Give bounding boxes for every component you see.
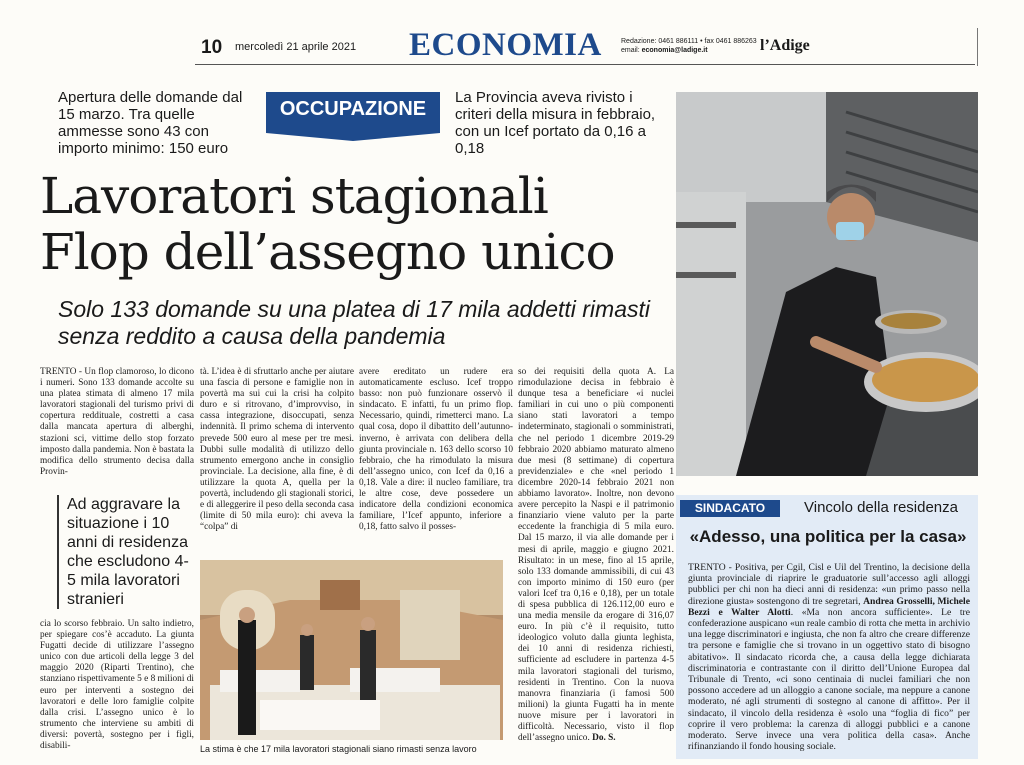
sidebar-tag: SINDACATO — [680, 500, 780, 517]
article-column-1-top: TRENTO - Un flop clamoroso, lo dicono i numeri. Sono 133 domande accolte su una platea stimata di almeno 17 mila lavoratori stagionali del turismo privi di copertura reddituale, costretti a casa dalla mancata apertura di alberghi, stazioni sci, vittime dello stop forzato imposto dalla pandemia. Non è bastata la modifica dello strumento decisa dalla Provin- — [40, 367, 194, 477]
chef-photo — [676, 92, 978, 476]
article-column-1-bottom: cia lo scorso febbraio. Un salto indietro, per spiegare cos’è accaduto. La giunta Fugatti decide di utilizzare l’assegno unico con due articoli della legge 3 del maggio 2020 (Riparti Trentino), che stanziano rispettivamente 5 e 8 milioni di euro per interventi a sostegno dei lavoratori e delle loro famiglie colpite dalla crisi. L’assegno unico è lo strumento che interviene su ambiti di diversi: povertà, sostegno per i figli, disabili- — [40, 619, 194, 752]
topic-tag — [266, 92, 440, 142]
topic-tag-label: OCCUPAZIONE — [279, 98, 427, 120]
sidebar-kicker: Vincolo della residenza — [804, 499, 958, 516]
section-title: ECONOMIA — [409, 27, 602, 63]
contact-email-label: email: — [621, 47, 642, 54]
header-rule — [195, 64, 975, 65]
contact-info — [621, 37, 757, 55]
headline-line-1: Lavoratori stagionali — [40, 167, 548, 225]
article-column-2: tà. L’idea è di sfruttarlo anche per aiutare una fascia di persone e famiglie non in povertà ma sui cui la crisi ha colpito duro e si ritrovano, d’improvviso, in cassa integrazione, disoccupati, senza indennità. Il primo schema di intervento prevede 500 euro al mese per tre mesi. Dubbi sulle modalità di utilizzo dello strumento emergono anche in consiglio provinciale. La decisione, alla fine, è di utilizzare la quota A, quella per la povertà, includendo gli stagionali storici, e di alleggerire il peso della seconda casa (limite di 50 mila euro): chi aveva la “colpa” di — [200, 367, 354, 533]
newspaper-name: l’Adige — [760, 37, 810, 54]
sidebar-body-intro: TRENTO - Positiva, per Cgil, Cisl e Uil del Trentino, la decisione della giunta provinciale di riaprire le graduatorie sull’accesso agli alloggi pubblici per chi non ha dieci anni di residenza: «un primo passo nella direzione giusta» sostengono di tre segretari, — [688, 562, 970, 607]
photo-caption: La stima è che 17 mila lavoratori stagionali siano rimasti senza lavoro — [200, 744, 477, 754]
contact-phone: Redazione: 0461 886111 • fax 0461 886263 — [621, 38, 757, 45]
kicker-left: Apertura delle domande dal 15 marzo. Tra quelle ammesse sono 43 con importo minimo: 150 euro — [58, 89, 243, 157]
headline — [40, 168, 670, 280]
article-column-3: avere ereditato un rudere era automaticamente escluso. Icef troppo basso: non può funzionare osservò il sindacato. E infatti, fu un primo flop. Necessario, quindi, rimetterci mano. La qual cosa, dopo il dibattito dell’autunno-inverno, è arrivata con delibera della giunta provinciale n. 163 dello scorso 10 febbraio, che ha rimodulato la misura dell’assegno unico, con Icef da 0,16 a 0,18. Vale a dire: il nucleo familiare, tra le altre cose, deve possedere un indicatore della condizioni economica familiare, l’Icef appunto, inferiore a 0,18, fatto salvo il posses- — [359, 367, 513, 533]
sidebar-body-rest: . «Ma non ancora sufficiente». Le tre confederazione auspicano «un reale cambio di rotta che metta in archivio una legge discriminatori e ingiusta, che non fa altro che creare differenze tra persone e famiglie che si trovano in un oggettivo stato di bisogno abitativo». Il sindacato ricorda che, a causa della legge dichiarata discriminatoria e contrastante con il diritto dell’Unione Europea dal Tribunale di Trento, «ci sono centinaia di nuclei familiari che non possono accedere ad un alloggio a canone sociale, ma neppure a canone moderato, né agli strumenti di sostegno al canone di affitto». Per il sindacato, il vincolo della residenza è «solo una “foglia di fico” per coprire il vero problema: la carenza di alloggi pubblici e a canone moderato. Serve invece una vera politica della casa». Anche rifinanziando il fondo housing sociale. — [688, 606, 970, 753]
kicker-right: La Provincia aveva rivisto i criteri della misura in febbraio, con un Icef portato da 0,16 a 0,18 — [455, 89, 656, 157]
article-column-4 — [518, 367, 674, 759]
contact-email: economia@ladige.it — [641, 47, 708, 54]
sidebar-body-names: Andrea Grosselli, Michele Bezzi e Walter Alotti — [688, 595, 970, 618]
page-number: 10 — [201, 37, 223, 58]
issue-date: mercoledì 21 aprile 2021 — [235, 41, 357, 53]
header-divider — [977, 28, 978, 66]
headline-line-2: Flop dell’assegno unico — [40, 223, 615, 281]
subheadline: Solo 133 domande su una platea di 17 mila addetti rimasti senza reddito a causa della pandemia — [58, 296, 650, 349]
sidebar-title: «Adesso, una politica per la casa» — [689, 527, 967, 546]
pull-quote: Ad aggravare la situazione i 10 anni di residenza che escludono 4-5 mila lavoratori stranieri — [57, 495, 197, 609]
sidebar-body — [688, 562, 970, 756]
restaurant-photo — [200, 560, 503, 740]
author-signature: Do. S. — [592, 733, 616, 744]
article-column-4-text: so dei requisiti della quota A. La rimodulazione decisa in febbraio è dunque tesa a beneficiare «i nuclei familiari in cui uno o più componenti siano stati lavoratori a tempo indeterminato, stagionali o somministrati, che nel periodo 1 dicembre 2019-29 febbraio 2020 abbiamo maturato almeno due mesi (8 settimane) di copertura previdenziale» e che «nel periodo 1 dicembre 2020-14 febbraio 2021 non abbiamo lavorato». Inoltre, non devono avere percepito la Naspi e il patrimonio finanziario viene valuto per la parte eccedente la franchigia di 5 mila euro. Dal 15 marzo, il via alle domande per i mesi di aprile, maggio e giugno 2021. Risultato: in un mese, fino al 15 aprile, solo 133 domande ammissibili, di cui 43 con importo minimo di 150 euro (per valori Icef tra 0,16 e 0,18), per un totale di spesa pubblica di 126.112,00 euro e una media mensile da erogare di 316,07 euro. In più c’è il requisito, tutto ideologico voluto dalla giunta leghista, dei 10 anni di residenza richiesti, sufficiente ad escludere in partenza 4-5 mila lavoratori stagionali del turismo, residenti in Trentino. Con la nuova manovra finanziaria (i famosi 500 milioni) la giunta Fugatti ha in mente nuove misure per i lavoratori in difficoltà. Necessario, visto il flop dell’assegno unico. — [518, 367, 674, 744]
